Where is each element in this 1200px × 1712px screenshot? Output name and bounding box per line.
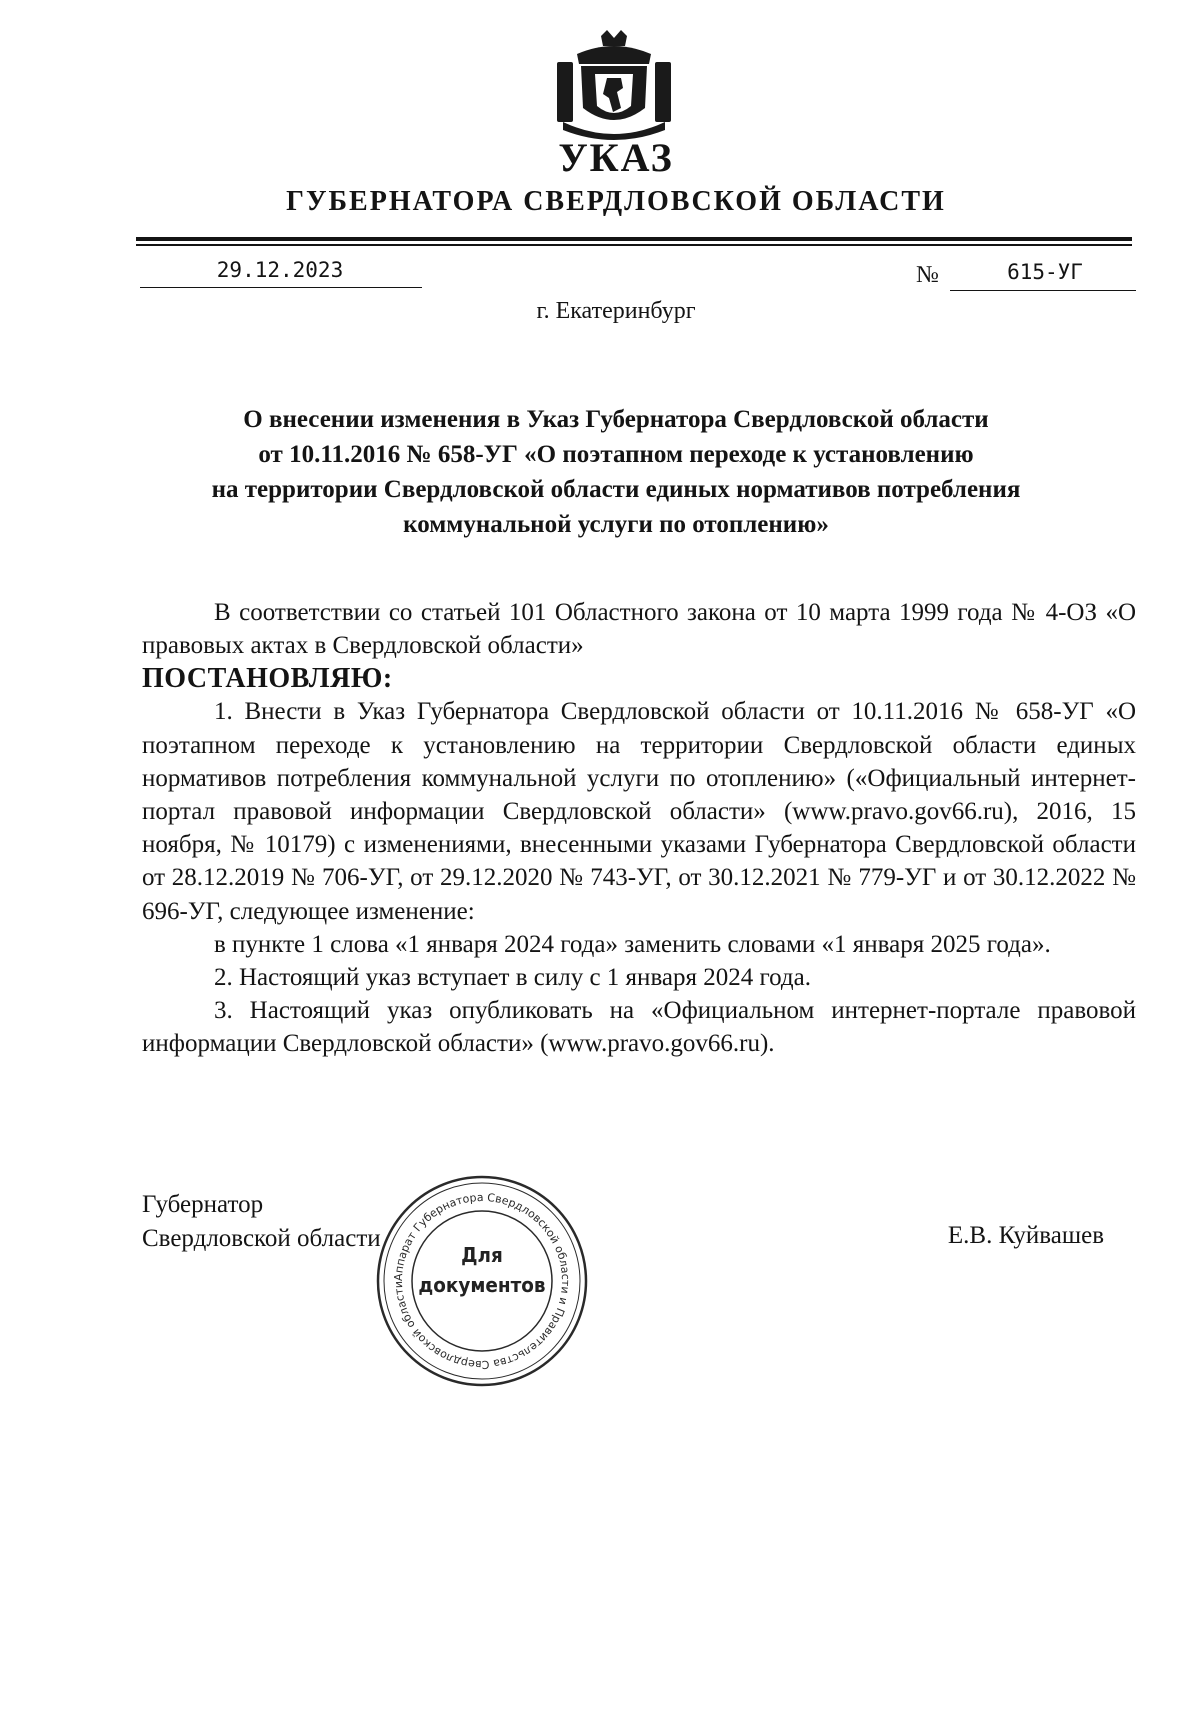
issuer-heading: ГУБЕРНАТОРА СВЕРДЛОВСКОЙ ОБЛАСТИ <box>286 186 946 217</box>
item-1-paragraph: 1. Внести в Указ Губернатора Свердловской области от 10.11.2016 № 658-УГ «О поэтапном переходе к установлению на территории Свердловской области единых нормативов потребления коммунальной услуги по отоплению» («Официальный интернет-портал правовой информации Свердловской области» (www.pravo.gov66.ru), 2016, 15 ноября, № 10179) с изменениями, внесенными указами Губернатора Свердловской области от 28.12.2019 № 706-УГ, от 29.12.2020 № 743-УГ, от 30.12.2021 № 779-УГ и от 30.12.2022 № 696-УГ, следующее изменение: <box>142 698 1136 925</box>
signatory-position-line: Свердловской области <box>142 1225 381 1252</box>
stamp-center-line: Для <box>461 1243 503 1267</box>
stamp-center-line: документов <box>418 1273 546 1297</box>
title-line: на территории Свердловской области единых нормативов потребления <box>211 476 1021 503</box>
item-1-sub-paragraph: в пункте 1 слова «1 января 2024 года» заменить словами «1 января 2025 года». <box>214 930 1051 958</box>
title-line: коммунальной услуги по отоплению» <box>403 511 829 538</box>
issue-city: г. Екатеринбург <box>536 298 696 324</box>
item-3-paragraph: 3. Настоящий указ опубликовать на «Официальном интернет-портале правовой информации Свердловской области» (www.pravo.gov66.ru). <box>142 997 1136 1058</box>
date-underline <box>140 287 422 288</box>
document-number: 615-УГ <box>1007 260 1083 284</box>
coat-of-arms-emblem <box>555 28 673 140</box>
resolve-heading: ПОСТАНОВЛЯЮ: <box>142 663 393 695</box>
header-rule-thin <box>136 244 1132 246</box>
signatory-position-line: Губернатор <box>142 1191 264 1218</box>
signatory-position <box>142 1188 381 1256</box>
header-rule-thick <box>136 237 1132 241</box>
signatory-name: Е.В. Куйвашев <box>947 1222 1104 1249</box>
preamble-paragraph: В соответствии со статьей 101 Областного закона от 10 марта 1999 года № 4-ОЗ «О правовых актах в Свердловской области» <box>142 599 1136 660</box>
document-body <box>142 596 1136 1061</box>
document-date: 29.12.2023 <box>216 258 344 282</box>
title-line: О внесении изменения в Указ Губернатора Свердловской области <box>243 406 989 433</box>
document-type-heading: УКАЗ <box>558 135 674 180</box>
stamp-ring-text: Аппарат Губернатора Свердловской области и Правительства Свердловской области <box>391 1190 573 1372</box>
number-underline <box>950 290 1136 291</box>
stamp-center-text <box>373 1240 591 1300</box>
number-sign: № <box>916 262 939 288</box>
title-line: от 10.11.2016 № 658-УГ «О поэтапном переходе к установлению <box>258 441 974 468</box>
document-title <box>160 402 1072 542</box>
item-2-paragraph: 2. Настоящий указ вступает в силу с 1 января 2024 года. <box>214 964 811 992</box>
